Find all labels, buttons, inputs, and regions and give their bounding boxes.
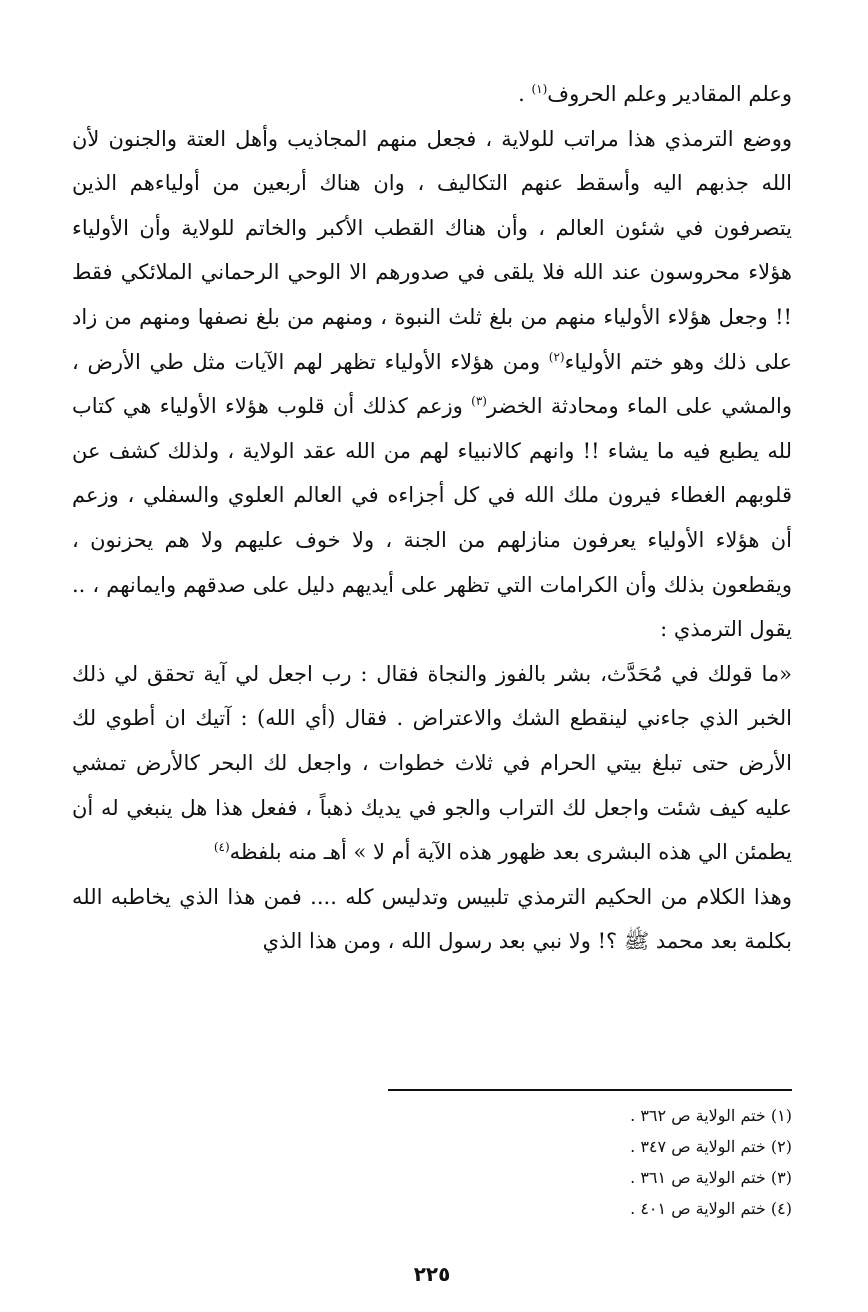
footnote-ref-3[interactable]: (٣) bbox=[471, 394, 487, 409]
footnote-ref-1[interactable]: (١) bbox=[531, 82, 548, 96]
quote-text: «ما قولك في مُحَدَّث، بشر بالفوز والنجاة فقال : رب اجعل لي آية تحقق لي ذلك الخبر الذي جاءني لينقطع الشك والاعتراض . فقال (أي الله) : آتيك ان أطوي لك الأرض حتى تبلغ بيتي الحرام في ثلاث خطوات ، واجعل لك البحر كالأرض تمشي عليه كيف شئت واجعل لك التراب والجو في يديك ذهباً ، ففعل هذا هل ينبغي له أن يطمئن الي هذه البشرى بعد ظهور هذه الآية أم لا » أهـ منه بلفظه bbox=[72, 661, 792, 865]
paragraph-2-text: ووضع الترمذي هذا مراتب للولاية ، فجعل منهم المجاذيب وأهل العتة والجنون لأن الله جذبهم اليه وأسقط عنهم التكاليف ، وان هناك أربعين من أولياءهم الذين يتصرفون في شئون العالم ، وأن هناك القطب الأكبر والخاتم للولاية وأن الأولياء هؤلاء محروسون عند الله فلا يلقى في صدورهم الا الوحي الرحماني الملائكي فقط !! وجعل هؤلاء الأولياء منهم من بلغ ثلث النبوة ، ومنهم من بلغ نصفها ومنهم من زاد على ذلك وهو ختم الأولياء bbox=[72, 126, 792, 374]
footnote-2: (٢) ختم الولاية ص ٣٤٧ . bbox=[630, 1137, 792, 1156]
paragraph-2 bbox=[72, 117, 792, 652]
paragraph-1 bbox=[72, 72, 792, 117]
footnote-ref-2[interactable]: (٢) bbox=[548, 349, 565, 364]
paragraph-4 bbox=[72, 875, 792, 964]
footnotes bbox=[72, 1100, 792, 1224]
paragraph-2-end: وزعم كذلك أن قلوب هؤلاء الأولياء هي كتاب لله يطبع فيه ما يشاء !! وانهم كالانبياء لهم من الله عقد الولاية ، ولذلك كشف عن قلوبهم الغطاء فيرون ملك الله في كل أجزاءه في العالم العلوي والسفلي ، وزعم أن هؤلاء الأولياء يعرفون منازلهم من الجنة ، ولا خوف عليهم ولا هم يحزنون ، ويقطعون بذلك وأن الكرامات التي تظهر على أيديهم دليل على صدقهم وايمانهم ، .. يقول الترمذي : bbox=[72, 394, 792, 642]
paragraph-4-text: وهذا الكلام من الحكيم الترمذي تلبيس وتدليس كله .... فمن هذا الذي يخاطبه الله بكلمة بعد محمد ﷺ ؟! ولا نبي بعد رسول الله ، ومن هذا الذي bbox=[72, 884, 792, 954]
footnote-3: (٣) ختم الولاية ص ٣٦١ . bbox=[630, 1168, 792, 1187]
page bbox=[72, 72, 792, 1312]
body-text bbox=[72, 72, 792, 964]
footnote-1: (١) ختم الولاية ص ٣٦٢ . bbox=[630, 1106, 792, 1125]
footnote-4: (٤) ختم الولاية ص ٤٠١ . bbox=[630, 1199, 792, 1218]
paragraph-1-text: وعلم المقادير وعلم الحروف bbox=[547, 82, 792, 106]
footnote-ref-4[interactable]: (٤) bbox=[213, 840, 230, 855]
paragraph-1-end: . bbox=[518, 82, 532, 106]
footnote-divider bbox=[388, 1089, 792, 1091]
page-number: ٢٢٥ bbox=[413, 1262, 451, 1286]
quote-paragraph bbox=[72, 652, 792, 875]
paragraph-2-middle: ومن هؤلاء الأولياء تظهر لهم الآيات مثل طي الأرض ، والمشي على الماء ومحادثة الخضر bbox=[72, 349, 792, 419]
